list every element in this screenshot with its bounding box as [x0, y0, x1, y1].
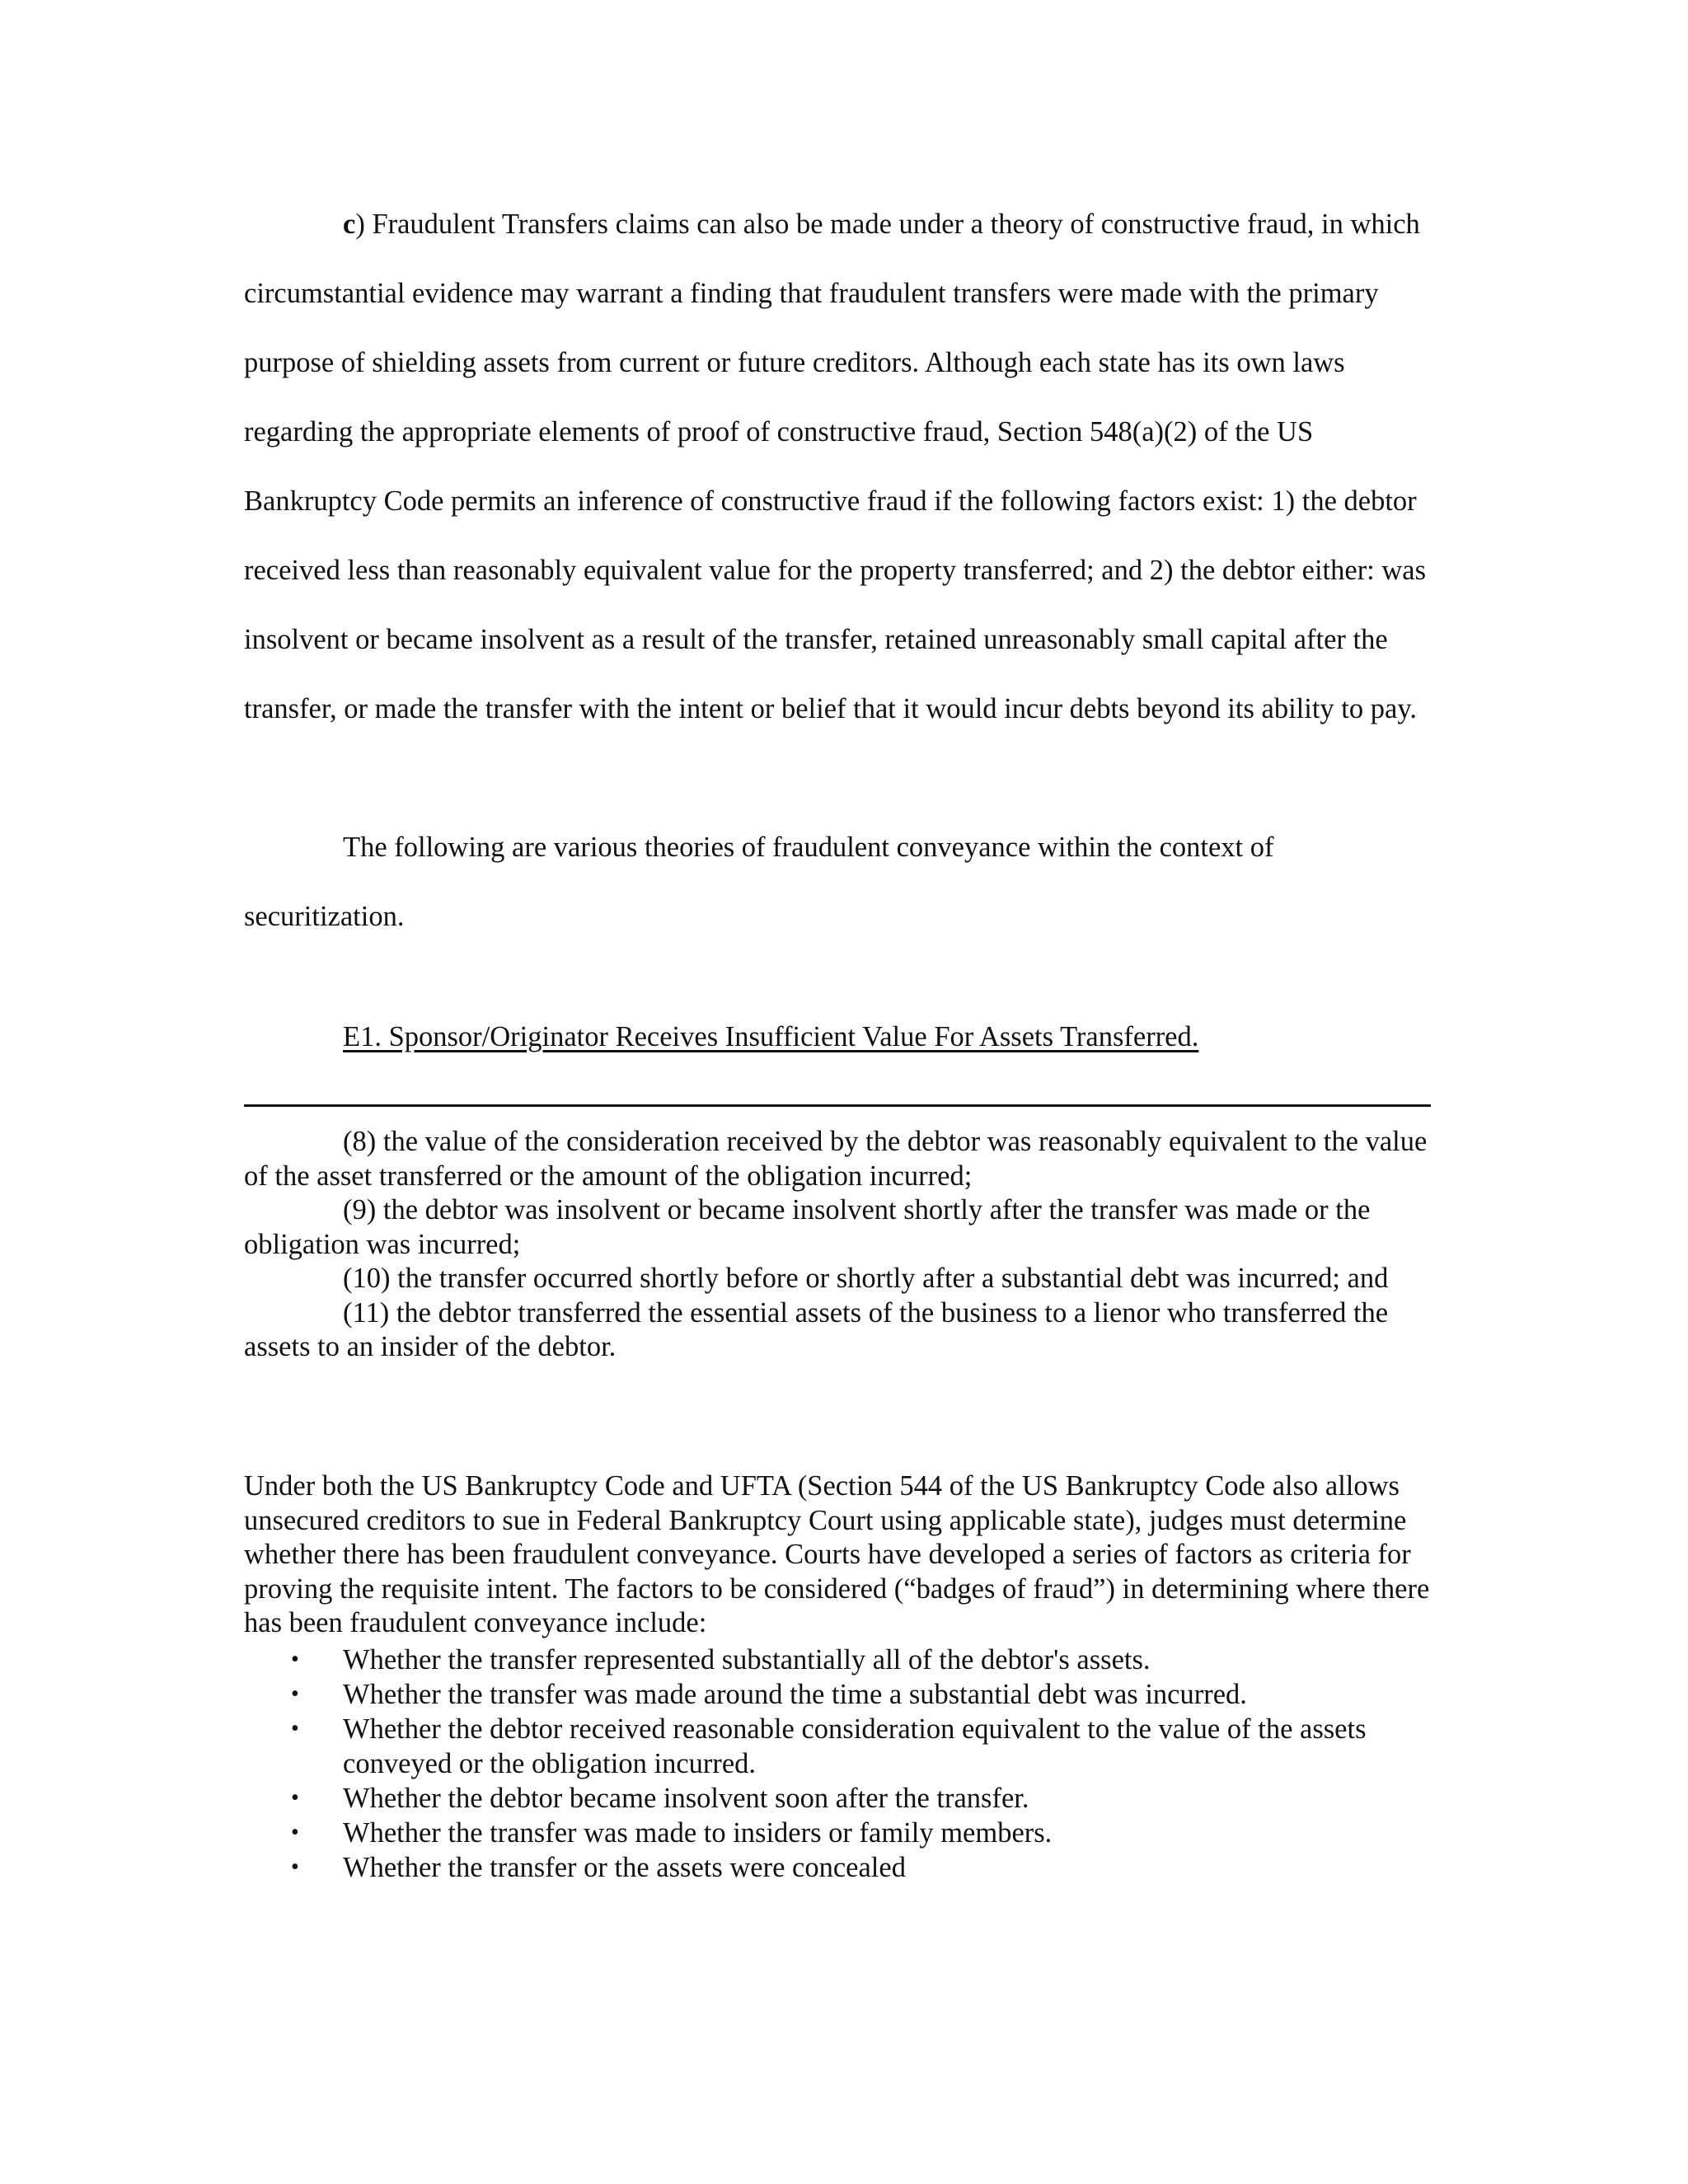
badges-intro-paragraph: Under both the US Bankruptcy Code and UFTA (Section 544 of the US Bankruptcy Code also allows unsecured creditors to sue in Federal Bankruptcy Court using applicable state), judges must determine whether there has been fraudulent conveyance. Courts have developed a series of factors as criteria for proving the requisite intent. The factors to be considered (“badges of fraud”) in determining where there has been fraudulent conveyance include:	[244, 1470, 1430, 1638]
section-c-paragraph	[244, 190, 1431, 743]
bullet-icon: •	[291, 1820, 299, 1845]
list-item	[244, 1712, 1431, 1781]
factor-item: (9) the debtor was insolvent or became insolvent shortly after the transfer was made or the obligation was incurred;	[244, 1194, 1371, 1260]
badge-text: Whether the debtor received reasonable consideration equivalent to the value of the assets conveyed or the obligation incurred.	[343, 1713, 1367, 1779]
badges-list	[244, 1643, 1431, 1885]
horizontal-rule	[244, 1104, 1431, 1107]
section-heading: E1. Sponsor/Originator Receives Insufficient Value For Assets Transferred.	[343, 1021, 1199, 1052]
section-c-marker: c	[343, 209, 356, 240]
section-c-text: ) Fraudulent Transfers claims can also be made under a theory of constructive fraud, in which circumstantial evidence may warrant a finding that fraudulent transfers were made with the primary purpose of shielding assets from current or future creditors. Although each state has its own laws regarding the appropriate elements of proof of constructive fraud, Section 548(a)(2) of the US Bankruptcy Code permits an inference of constructive fraud if the following factors exist: 1) the debtor received less than reasonably equivalent value for the property transferred; and 2) the debtor either: was insolvent or became insolvent as a result of the transfer, retained unreasonably small capital after the transfer, or made the transfer with the intent or belief that it would incur debts beyond its ability to pay.	[244, 209, 1427, 724]
list-item	[244, 1850, 1431, 1885]
badge-text: Whether the transfer was made around the time a substantial debt was incurred.	[343, 1679, 1247, 1710]
factor-item: (8) the value of the consideration received by the debtor was reasonably equivalent to the value of the asset transferred or the amount of the obligation incurred;	[244, 1126, 1428, 1192]
list-item	[244, 1677, 1431, 1712]
list-item	[244, 1643, 1431, 1677]
badge-text: Whether the debtor became insolvent soon after the transfer.	[343, 1783, 1029, 1814]
intro-paragraph: The following are various theories of fraudulent conveyance within the context of securitization.	[244, 832, 1274, 932]
bullet-icon: •	[291, 1785, 299, 1811]
factor-item: (10) the transfer occurred shortly before or shortly after a substantial debt was incurred; and	[343, 1263, 1389, 1294]
bullet-icon: •	[291, 1647, 299, 1672]
badge-text: Whether the transfer represented substantially all of the debtor's assets.	[343, 1644, 1151, 1675]
bullet-icon: •	[291, 1681, 299, 1707]
bullet-icon: •	[291, 1716, 299, 1741]
badge-text: Whether the transfer was made to insiders or family members.	[343, 1817, 1053, 1849]
badge-text: Whether the transfer or the assets were concealed	[343, 1852, 906, 1883]
list-item	[244, 1781, 1431, 1816]
bullet-icon: •	[291, 1854, 299, 1880]
factor-item: (11) the debtor transferred the essential assets of the business to a lienor who transferred the assets to an insider of the debtor.	[244, 1296, 1389, 1362]
list-item	[244, 1816, 1431, 1850]
factors-list	[244, 1125, 1431, 1365]
